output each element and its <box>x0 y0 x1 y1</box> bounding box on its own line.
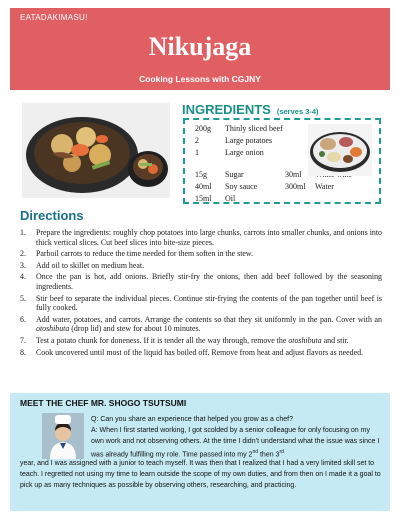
direction-step: 3. Add oil to skillet on medium heat. <box>20 260 145 270</box>
ingredient-qty: 2 <box>195 136 199 145</box>
direction-step: 5. Stir beef to separate the individual pieces. Continue stir-frying the contents of the pan together until beef is fully cooked. <box>20 293 382 313</box>
ingredient-qty: 15ml <box>195 194 212 203</box>
ingredients-heading <box>182 101 319 119</box>
direction-step: 7. Test a potato chunk for doneness. If it is tender all the way through, remove the otoshibuta and stir. <box>20 335 349 345</box>
ingredient-qty: 200g <box>195 124 211 133</box>
chef-answer-continued: year, and I was assigned with a junior to teach myself. It was then that I realized that I had a very limited skill set to teach. I regretted not using my time to learn outside the scope of my own duties, and from then on I made it a goal to pick up as many techniques as possible by observing others, researching, and practicing. <box>20 460 381 489</box>
serves-note: (serves 3-4) <box>276 107 319 116</box>
header-banner <box>10 8 390 90</box>
chef-answer-intro: A: When I first started working, I got scolded by a senior colleague for only focusing on my own work and not observing others. At the time I didn’t understand what the issue was since I was already fulfilling my role. Time passed into my 2nd then 3rd <box>91 427 380 459</box>
chef-portrait <box>42 413 84 459</box>
ingredient-name: Oil <box>225 194 236 203</box>
ingredient-name: Soy sauce <box>225 182 258 191</box>
series-kicker: EATADAKIMASU! <box>20 13 88 22</box>
ingredient-qty: 300ml <box>285 182 306 191</box>
ingredients-title: INGREDIENTS <box>182 102 271 117</box>
ingredient-qty: 40ml <box>195 182 212 191</box>
ingredient-qty: 30ml <box>285 170 302 179</box>
ingredient-qty: 15g <box>195 170 207 179</box>
ingredients-photo <box>308 124 372 176</box>
recipe-subtitle: Cooking Lessons with CGJNY <box>139 74 261 84</box>
directions-heading: Directions <box>20 208 84 223</box>
ingredient-name: Large potatoes <box>225 136 273 145</box>
direction-step: 2. Parboil carrots to reduce the time needed for them soften in the stew. <box>20 249 254 259</box>
ingredient-name: Thinly sliced beef <box>225 124 283 133</box>
direction-step: 6. Add water, potatoes, and carrots. Arrange the contents so that they sit uniformly in the pan. Cover with an otoshibuta (drop lid) and stew for about 10 minutes. <box>20 314 382 334</box>
direction-step: 4. Once the pan is hot, add onions. Briefly stir-fry the onions, then add beef followed by the seasoning ingredients. <box>20 272 382 291</box>
ingredient-name: Large onion <box>225 148 264 157</box>
directions-list <box>20 228 382 359</box>
nikujaga-dish-photo <box>22 103 170 198</box>
recipe-title: Nikujaga <box>148 32 252 61</box>
chef-heading: MEET THE CHEF MR. SHOGO TSUTSUMI <box>20 398 187 408</box>
chef-question: Q: Can you share an experience that helped you grow as a chef? <box>91 416 293 423</box>
direction-step: 8. Cook uncovered until most of the liquid has boiled off. Remove from heat and adjust flavors as needed. <box>20 347 364 357</box>
ingredient-qty: 1 <box>195 148 199 157</box>
ingredient-name: Sugar <box>225 170 244 179</box>
ingredient-name: Water <box>315 182 334 191</box>
direction-step: 1. Prepare the ingredients: roughly chop potatoes into large chunks, carrots into smaller chunks, and onions into thick vertical slices. Cut beef slices into bite-size pieces. <box>20 228 382 247</box>
